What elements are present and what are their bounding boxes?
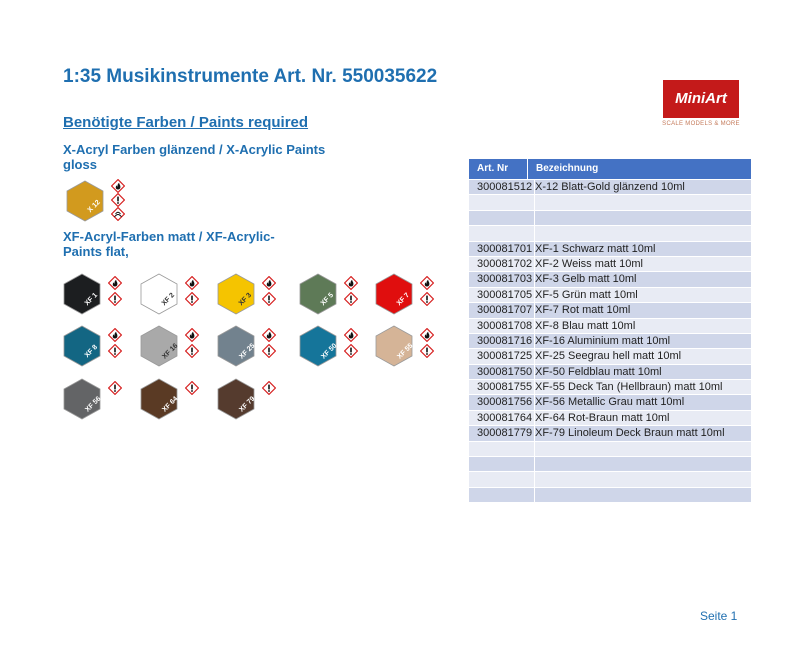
paint-swatch [137, 324, 207, 370]
table-row [469, 287, 751, 302]
section-heading: Benötigte Farben / Paints required [63, 114, 309, 131]
warning-hazard-icon [108, 381, 122, 395]
table-row [469, 333, 751, 348]
cell-art-nr: 300081512 [477, 181, 533, 193]
paint-code: XF 1 [83, 291, 100, 308]
flammable-hazard-icon [108, 276, 122, 290]
cell-bezeichnung [534, 457, 751, 471]
cell-bezeichnung: XF-16 Aluminium matt 10ml [534, 334, 751, 348]
table-row [469, 271, 751, 286]
paint-swatch [60, 272, 130, 318]
paint-code: XF 8 [83, 343, 100, 360]
flammable-hazard-icon [420, 328, 434, 342]
table-row [469, 225, 751, 240]
table-row [469, 179, 751, 194]
table-body [469, 179, 751, 502]
cell-bezeichnung: XF-3 Gelb matt 10ml [534, 272, 751, 286]
cell-bezeichnung: X-12 Blatt-Gold glänzend 10ml [534, 180, 751, 194]
cell-art-nr [469, 457, 534, 471]
table-row [469, 425, 751, 440]
cell-art-nr [469, 211, 534, 225]
cell-art-nr: 300081725 [477, 350, 533, 363]
paint-code: XF 56 [84, 395, 103, 414]
paint-jar-icon [214, 272, 258, 316]
table-header [469, 159, 751, 179]
table-row [469, 379, 751, 394]
cell-bezeichnung: XF-55 Deck Tan (Hellbraun) matt 10ml [534, 380, 751, 394]
paint-jar-icon [296, 324, 340, 368]
paint-swatch [137, 377, 207, 423]
table-row [469, 394, 751, 409]
paint-swatch [372, 324, 442, 370]
paint-swatch [60, 324, 130, 370]
cell-bezeichnung: XF-5 Grün matt 10ml [534, 288, 751, 302]
cell-bezeichnung: XF-2 Weiss matt 10ml [534, 257, 751, 271]
environment-hazard-icon [111, 207, 125, 221]
paint-jar-icon [137, 272, 181, 316]
header-bezeichnung: Bezeichnung [527, 159, 751, 179]
cell-art-nr [469, 488, 534, 502]
paint-swatch [214, 377, 284, 423]
warning-hazard-icon [262, 344, 276, 358]
paint-code: XF 25 [238, 342, 257, 361]
table-row [469, 194, 751, 209]
table-row [469, 241, 751, 256]
cell-bezeichnung [534, 488, 751, 502]
warning-hazard-icon [108, 344, 122, 358]
cell-bezeichnung: XF-1 Schwarz matt 10ml [534, 242, 751, 256]
cell-art-nr: 300081708 [477, 319, 533, 332]
paint-jar-icon [60, 324, 104, 368]
flammable-hazard-icon [185, 328, 199, 342]
table-row [469, 441, 751, 456]
warning-hazard-icon [111, 193, 125, 207]
table-row [469, 410, 751, 425]
paint-table [469, 159, 751, 502]
cell-bezeichnung [534, 442, 751, 456]
header-art-nr: Art. Nr [477, 163, 509, 174]
logo-tagline: SCALE MODELS & MORE [662, 121, 740, 127]
flammable-hazard-icon [344, 276, 358, 290]
cell-bezeichnung [534, 472, 751, 486]
warning-hazard-icon [262, 381, 276, 395]
cell-art-nr: 300081779 [477, 427, 533, 440]
warning-hazard-icon [262, 292, 276, 306]
paint-jar-icon [372, 324, 416, 368]
paint-swatch [214, 272, 284, 318]
flat-heading: XF-Acryl-Farben matt / XF-Acrylic-Paints flat, [63, 229, 275, 259]
table-row [469, 348, 751, 363]
paint-code: XF 50 [320, 342, 339, 361]
warning-hazard-icon [185, 292, 199, 306]
cell-bezeichnung [534, 226, 751, 240]
cell-bezeichnung [534, 195, 751, 209]
cell-art-nr: 300081755 [477, 381, 533, 394]
cell-bezeichnung: XF-8 Blau matt 10ml [534, 319, 751, 333]
cell-art-nr: 300081702 [477, 257, 533, 270]
logo-name: MiniArt [675, 90, 727, 107]
flammable-hazard-icon [344, 328, 358, 342]
paint-jar-icon [214, 324, 258, 368]
table-row [469, 471, 751, 486]
table-row [469, 210, 751, 225]
paint-code: XF 2 [160, 291, 177, 308]
cell-art-nr: 300081750 [477, 365, 533, 378]
paint-code: XF 7 [395, 291, 412, 308]
paint-swatch [63, 179, 133, 225]
warning-hazard-icon [420, 292, 434, 306]
cell-bezeichnung: XF-56 Metallic Grau matt 10ml [534, 395, 751, 409]
cell-bezeichnung: XF-79 Linoleum Deck Braun matt 10ml [534, 426, 751, 440]
paint-jar-icon [372, 272, 416, 316]
cell-bezeichnung: XF-25 Seegrau hell matt 10ml [534, 349, 751, 363]
paint-jar-icon [63, 179, 107, 223]
paint-swatch [137, 272, 207, 318]
warning-hazard-icon [344, 344, 358, 358]
cell-art-nr: 300081716 [477, 334, 533, 347]
cell-bezeichnung: XF-7 Rot matt 10ml [534, 303, 751, 317]
table-row [469, 302, 751, 317]
paint-jar-icon [137, 324, 181, 368]
paint-swatch [372, 272, 442, 318]
flammable-hazard-icon [262, 328, 276, 342]
flammable-hazard-icon [185, 276, 199, 290]
paint-jar-icon [60, 377, 104, 421]
flammable-hazard-icon [262, 276, 276, 290]
cell-art-nr: 300081707 [477, 304, 533, 317]
table-row [469, 487, 751, 502]
paint-swatch [214, 324, 284, 370]
warning-hazard-icon [420, 344, 434, 358]
paint-code: XF 55 [396, 342, 415, 361]
table-row [469, 318, 751, 333]
cell-art-nr: 300081701 [477, 242, 533, 255]
gloss-heading: X-Acryl Farben glänzend / X-Acrylic Paints gloss [63, 142, 326, 172]
cell-art-nr [469, 472, 534, 486]
flammable-hazard-icon [420, 276, 434, 290]
table-row [469, 256, 751, 271]
miniart-logo [663, 80, 739, 132]
cell-art-nr: 300081764 [477, 411, 533, 424]
paint-code: X 12 [86, 198, 102, 215]
cell-bezeichnung: XF-50 Feldblau matt 10ml [534, 365, 751, 379]
paint-swatch [296, 324, 366, 370]
cell-bezeichnung: XF-64 Rot-Braun matt 10ml [534, 411, 751, 425]
paint-code: XF 16 [161, 342, 180, 361]
paint-swatch [60, 377, 130, 423]
warning-hazard-icon [185, 344, 199, 358]
page-title: 1:35 Musikinstrumente Art. Nr. 550035622 [63, 66, 438, 87]
paint-code: XF 64 [161, 395, 180, 414]
table-row [469, 364, 751, 379]
flammable-hazard-icon [111, 179, 125, 193]
paint-jar-icon [214, 377, 258, 421]
page-number: Seite 1 [700, 609, 738, 623]
cell-art-nr [469, 226, 534, 240]
cell-art-nr: 300081703 [477, 273, 533, 286]
flammable-hazard-icon [108, 328, 122, 342]
cell-art-nr [469, 442, 534, 456]
paint-jar-icon [296, 272, 340, 316]
warning-hazard-icon [185, 381, 199, 395]
paint-code: XF 5 [319, 291, 336, 308]
paint-jar-icon [137, 377, 181, 421]
cell-art-nr: 300081756 [477, 396, 533, 409]
paint-code: XF 3 [237, 291, 254, 308]
paint-code: XF 79 [238, 395, 257, 414]
paint-jar-icon [60, 272, 104, 316]
cell-art-nr: 300081705 [477, 288, 533, 301]
warning-hazard-icon [108, 292, 122, 306]
cell-bezeichnung [534, 211, 751, 225]
cell-art-nr [469, 195, 534, 209]
warning-hazard-icon [344, 292, 358, 306]
table-row [469, 456, 751, 471]
paint-swatch [296, 272, 366, 318]
